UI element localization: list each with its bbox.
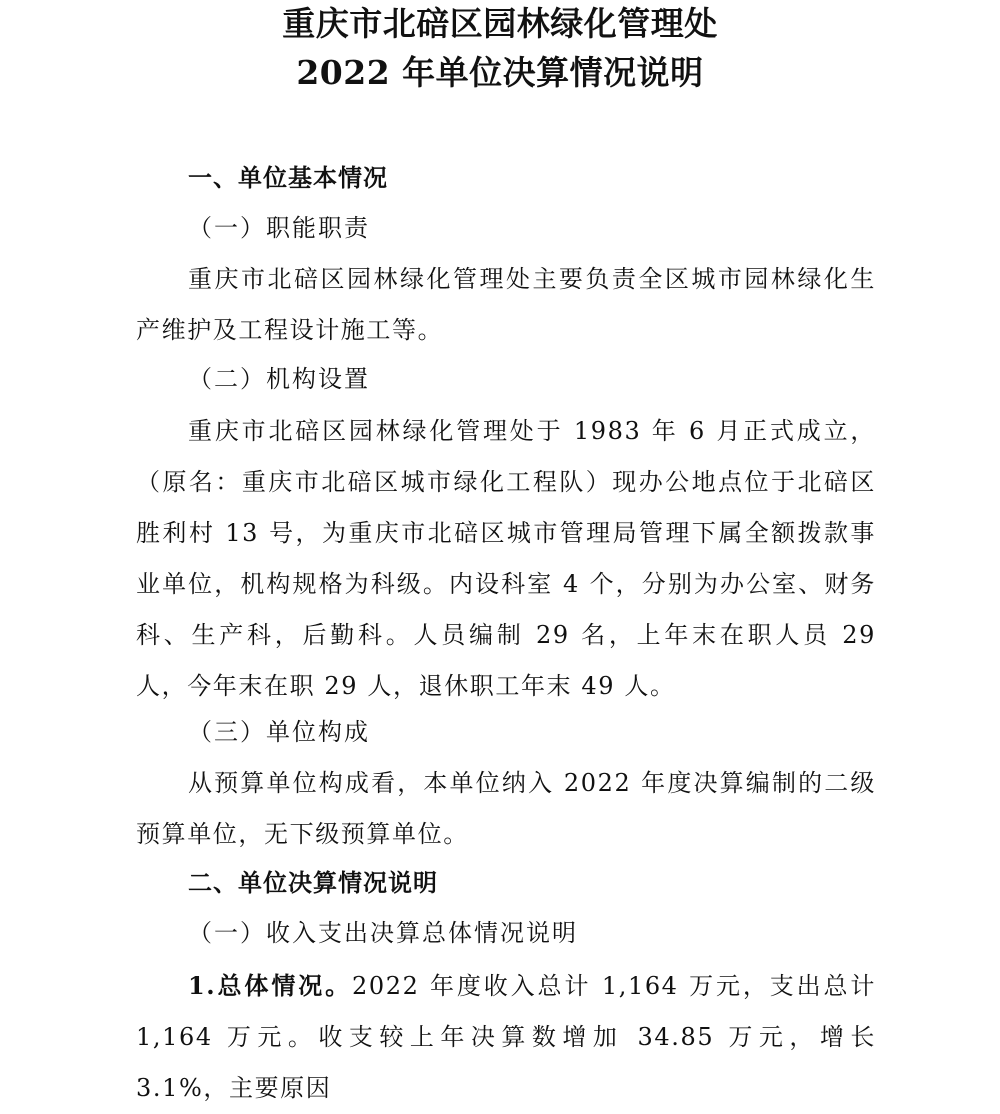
section-2-heading: 二、单位决算情况说明 bbox=[188, 868, 438, 897]
section-1-sub-2-paragraph: 重庆市北碚区园林绿化管理处于 1983 年 6 月正式成立，（原名：重庆市北碚区城市绿化工程队）现办公地点位于北碚区胜利村 13 号，为重庆市北碚区城市管理局管理下属全额拨款事业单位，机构规格为科级。内设科室 4 个，分别为办公室、财务科、生产科，后勤科。人员编制 29 名，上年末在职人员 29 人，今年末在职 29 人，退休职工年末 49 人。 bbox=[136, 417, 876, 700]
section-1-sub-3-paragraph: 从预算单位构成看，本单位纳入 2022 年度决算编制的二级预算单位，无下级预算单位。 bbox=[136, 769, 876, 848]
overall-situation-label: 1.总体情况。 bbox=[188, 971, 352, 1000]
section-1-sub-1-heading: （一）职能职责 bbox=[188, 214, 370, 242]
document-title-line-2: 2022 年单位决算情况说明 bbox=[296, 53, 704, 92]
overall-situation-text: 2022 年度收入总计 1,164 万元，支出总计 1,164 万元。收支较上年决算数增加 34.85 万元，增长 3.1%，主要原因 bbox=[136, 972, 877, 1102]
section-2-sub-1-paragraph bbox=[136, 960, 876, 1114]
section-1-heading: 一、单位基本情况 bbox=[188, 163, 388, 192]
document-title-line-1: 重庆市北碚区园林绿化管理处 bbox=[282, 4, 718, 43]
section-1-sub-1-paragraph: 重庆市北碚区园林绿化管理处主要负责全区城市园林绿化生产维护及工程设计施工等。 bbox=[136, 265, 876, 344]
section-1-sub-2-heading: （二）机构设置 bbox=[188, 365, 370, 393]
section-2-sub-1-heading: （一）收入支出决算总体情况说明 bbox=[188, 919, 578, 947]
section-1-sub-3-heading: （三）单位构成 bbox=[188, 718, 370, 746]
